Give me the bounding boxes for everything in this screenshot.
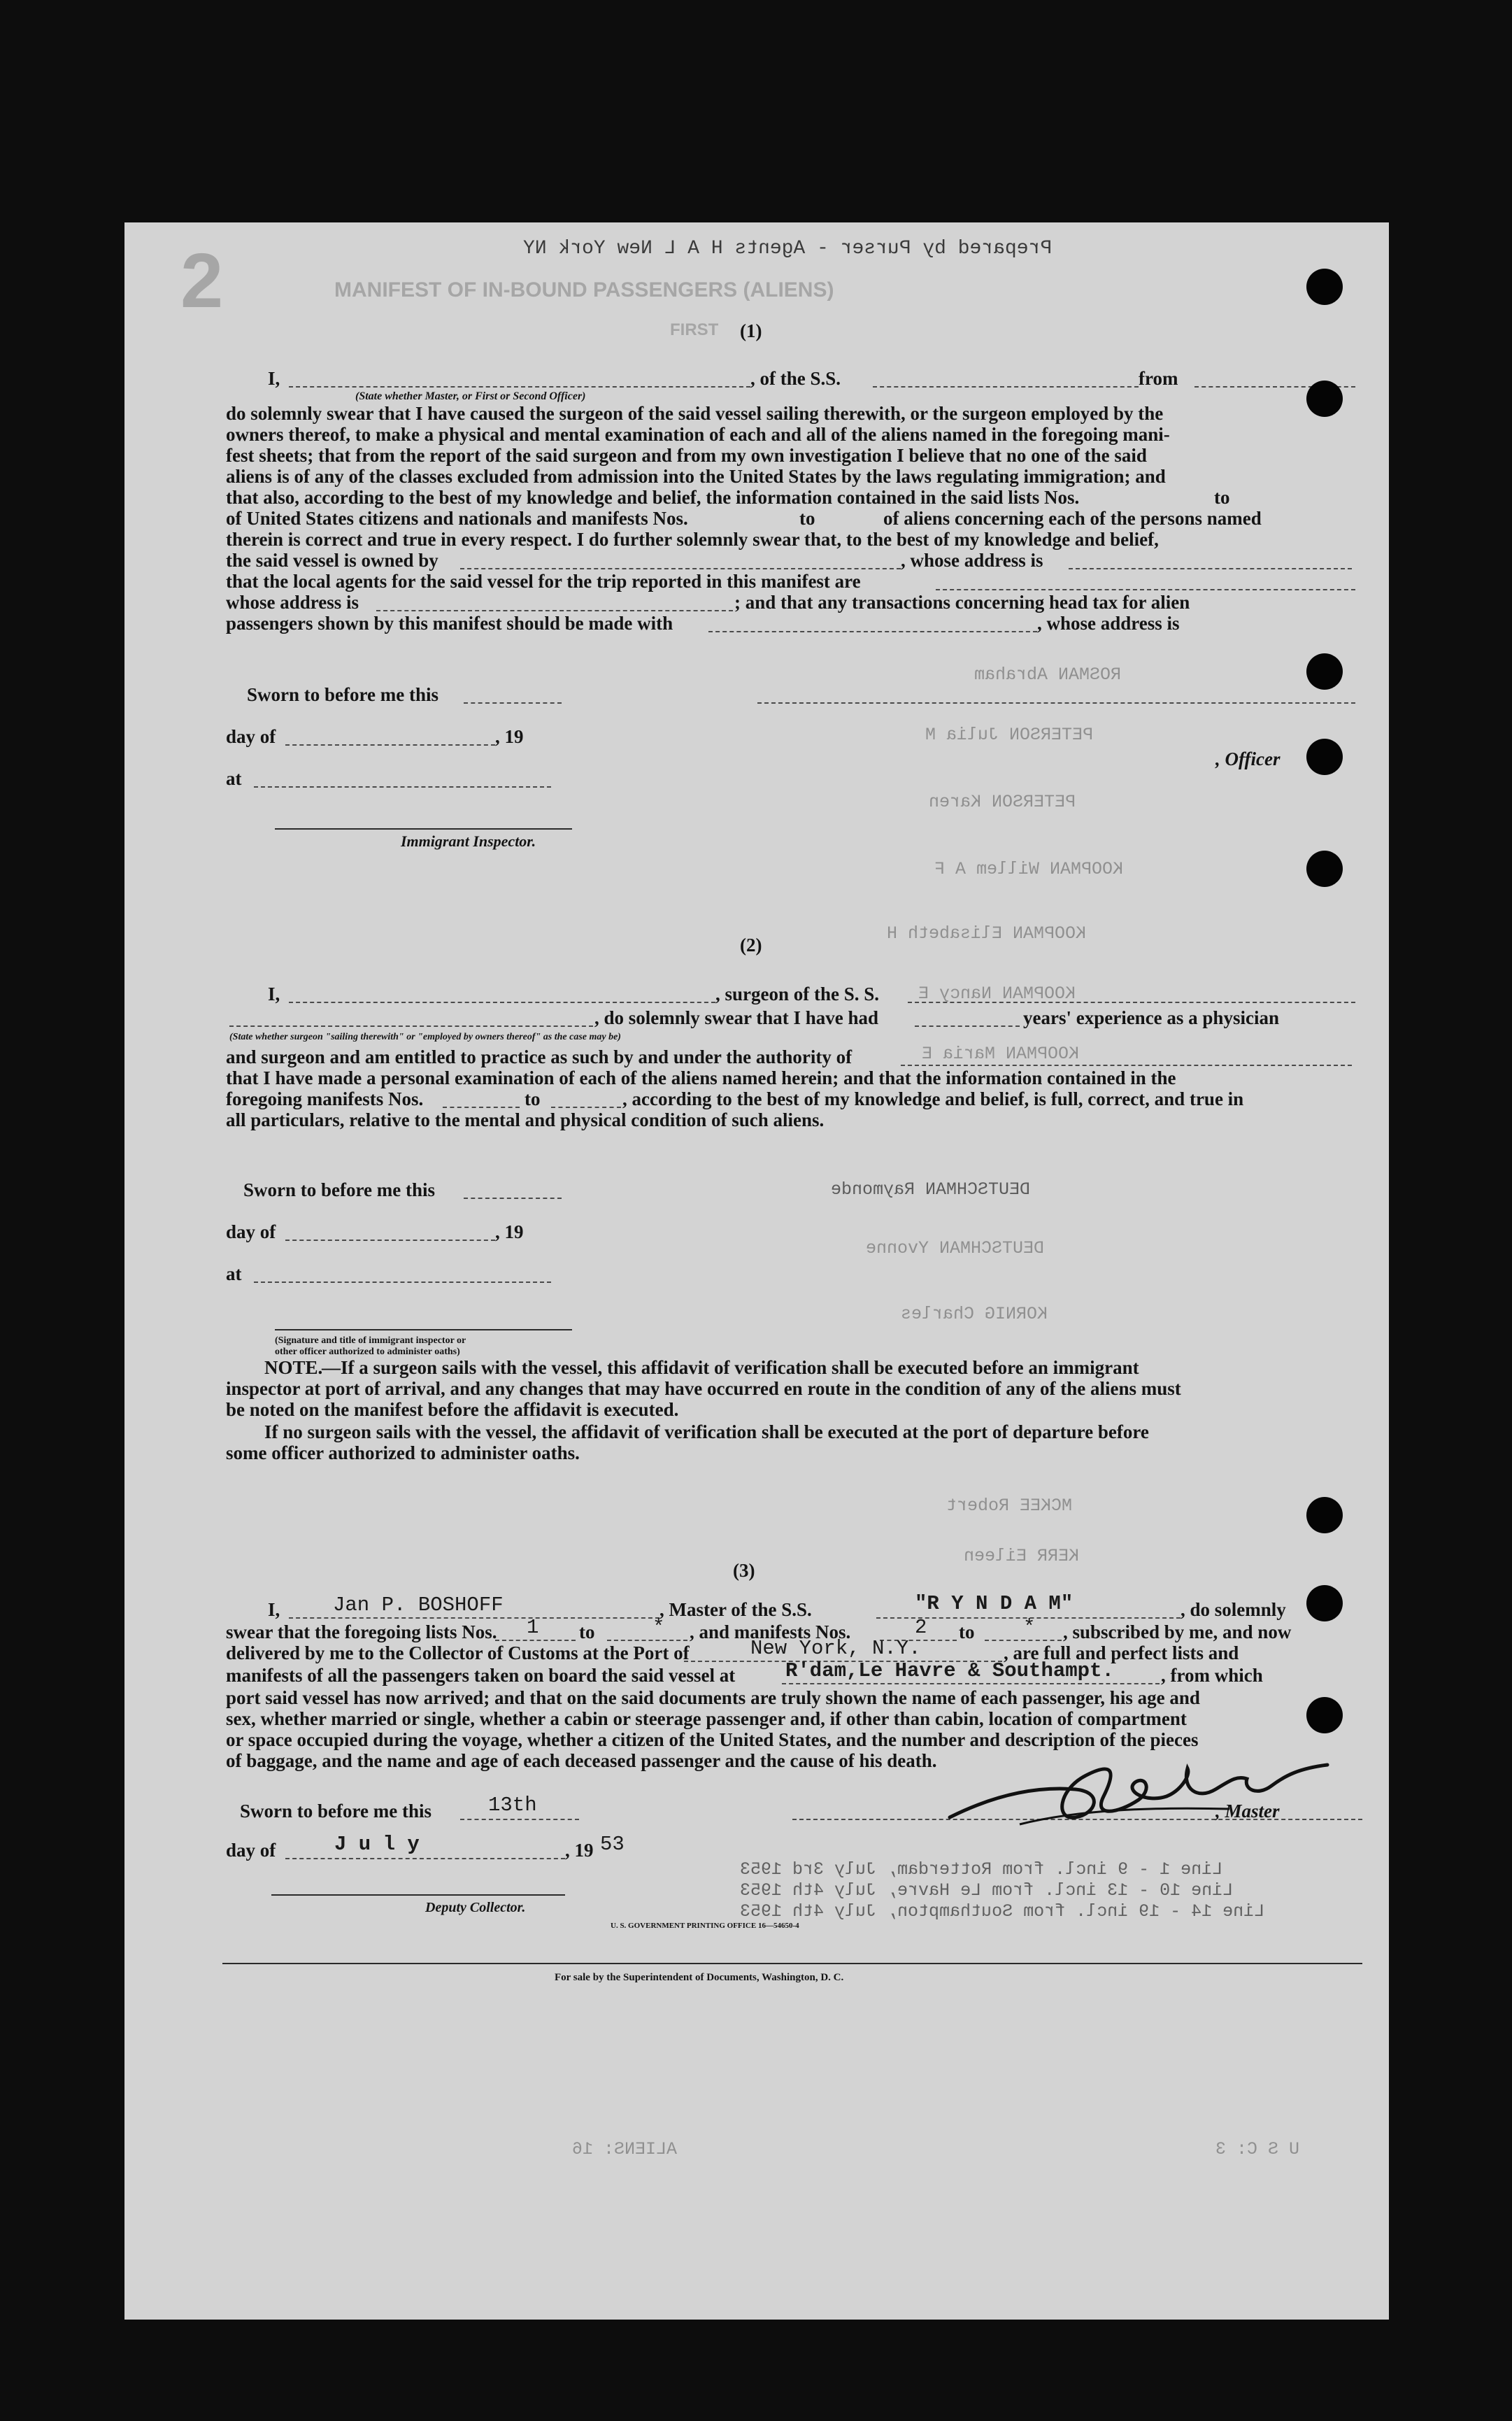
master-label: , Master [1215, 1801, 1280, 1822]
authority-line [901, 1065, 1352, 1066]
s3-manifests-of: manifests of all the passengers taken on board the said vessel at [226, 1665, 736, 1686]
s2-line-4: all particulars, relative to the mental and physical condition of such aliens. [226, 1109, 825, 1130]
s1-line-5: that also, according to the best of my knowledge and belief, the information contained in the said lists Nos. [226, 487, 1080, 508]
binder-hole [1306, 381, 1343, 417]
s2-at: at [226, 1263, 242, 1284]
s2-do-swear: , do solemnly swear that I have had [594, 1007, 879, 1028]
s1-line-2: owners thereof, to make a physical and mental examination of each and all of the aliens named in the foregoing mani- [226, 424, 1170, 445]
manifest-to-line [985, 1640, 1062, 1641]
manifest-sheet [124, 222, 1389, 2320]
s3-line-4: of baggage, and the name and age of each deceased passenger and the cause of his death. [226, 1750, 937, 1771]
section3-i-label: I, [268, 1599, 280, 1620]
agents-address-line [376, 610, 733, 611]
note-line-2: inspector at port of arrival, and any changes that may have occurred en route in the condition of any of the aliens must [226, 1378, 1181, 1399]
list-from: 1 [527, 1616, 539, 1639]
deputy-label: Deputy Collector. [425, 1900, 526, 1915]
bleed-name-9: DEUTSCHMAN Yvonne [866, 1238, 1045, 1258]
s1-head-tax: ; and that any transactions concerning head tax for alien [734, 592, 1190, 613]
binder-hole [1306, 1497, 1343, 1533]
s3-day-of: day of [226, 1840, 276, 1861]
s3-line-1: port said vessel has now arrived; and that on the said documents are truly shown the name of each passenger, his age and [226, 1687, 1200, 1708]
manifest-to: * [1023, 1616, 1036, 1639]
s2-manifest-to-line [551, 1107, 621, 1108]
s1-line-6: of United States citizens and nationals and manifests Nos. [226, 508, 688, 529]
bleed-aliens-total: ALIENS: 16 [572, 2139, 678, 2159]
s3-full-perfect: , are full and perfect lists and [1004, 1642, 1239, 1663]
gpo-imprint: U. S. GOVERNMENT PRINTING OFFICE 16—54650-4 [611, 1922, 799, 1930]
s1-line-11: passengers shown by this manifest should be made with [226, 613, 673, 634]
ghost-class: FIRST [670, 320, 719, 339]
binder-hole [1306, 1697, 1343, 1733]
sworn-day: 13th [488, 1794, 537, 1817]
s3-line-3: or space occupied during the voyage, whether a citizen of the United States, and the number and description of the pieces [226, 1729, 1199, 1750]
s1-to-1: to [1214, 487, 1230, 508]
bleed-name-7: KOOPMAN Maria E [922, 1044, 1080, 1064]
master-of-label: , Master of the S.S. [659, 1599, 812, 1620]
s3-year-suffix: 53 [600, 1833, 625, 1856]
deputy-signature-line [271, 1894, 565, 1896]
ghost-manifest-title: MANIFEST OF IN-BOUND PASSENGERS (ALIENS) [334, 278, 834, 301]
bleed-name-8: DEUTSCHMAN Raymonde [831, 1179, 1031, 1200]
owner-address-line [1069, 568, 1352, 569]
s2-according: , according to the best of my knowledge and belief, is full, correct, and true in [622, 1088, 1244, 1109]
vessel-line [873, 386, 1139, 388]
s2-at-line [254, 1282, 551, 1283]
s1-whose-address-2: , whose address is [1037, 613, 1180, 634]
officer-signature-line [757, 702, 1355, 704]
head-tax-line [708, 631, 1037, 632]
s1-day-of: day of [226, 726, 276, 747]
master-name-line [289, 1617, 659, 1619]
s1-line-10: whose address is [226, 592, 359, 613]
s1-sworn: Sworn to before me this [247, 684, 438, 705]
bleed-line-note-3: Line 14 - 19 incl. from Southampton, July 4th 1953 [740, 1901, 1265, 1922]
bleed-name-11: MCKEE Robert [946, 1496, 1073, 1516]
s2-line-3: foregoing manifests Nos. [226, 1088, 424, 1109]
ghost-page-number: 2 [180, 238, 224, 324]
ports-line [782, 1683, 1160, 1684]
s1-to-2: to [799, 508, 815, 529]
s1-line-8: the said vessel is owned by [226, 550, 438, 571]
section3-marker: (3) [733, 1560, 755, 1581]
s1-line-9: that the local agents for the said vessel for the trip reported in this manifest are [226, 571, 861, 592]
s3-swear: swear that the foregoing lists Nos. [226, 1621, 497, 1642]
s1-line-1: do solemnly swear that I have caused the surgeon of the said vessel sailing therewith, or the surgeon employed by the [226, 403, 1164, 424]
s2-to: to [525, 1088, 541, 1109]
s3-from-which: , from which [1161, 1665, 1263, 1686]
s3-day-line [285, 1858, 565, 1859]
note-label: NOTE. [264, 1357, 323, 1378]
footer-rule [222, 1963, 1362, 1964]
binder-hole [1306, 851, 1343, 887]
s1-day-line [285, 744, 495, 746]
s1-line-4: aliens is of any of the classes excluded from admission into the United States by the laws regulating immigration; and [226, 466, 1166, 487]
binder-hole [1306, 739, 1343, 775]
bleed-name-6: KOOPMAN Nancy E [918, 984, 1076, 1004]
prepared-by-line: Prepared by Purser - Agents H A L New York NY [523, 238, 1053, 260]
s1-at-line [254, 786, 551, 788]
bleed-line-note-2: Line 10 - 13 incl. from Le Havre, July 4th 1953 [740, 1880, 1234, 1901]
bleed-name-4: KOOPMAN Willem A F [934, 859, 1124, 879]
list-from-line [495, 1640, 576, 1641]
s3-to-2: to [959, 1621, 975, 1642]
inspector-label: Immigrant Inspector. [401, 832, 536, 850]
s2-line-2: that I have made a personal examination of each of the aliens named herein; and that the information contained in the [226, 1067, 1176, 1088]
s3-and-manifests: , and manifests Nos. [690, 1621, 851, 1642]
s1-year: , 19 [495, 726, 524, 747]
bleed-name-5: KOOPMAN Elisabeth H [887, 923, 1087, 944]
bleed-usc-total: U S C: 3 [1215, 2139, 1300, 2159]
owner-line [460, 568, 901, 569]
officer-role-note: (State whether Master, or First or Second Officer) [355, 390, 586, 402]
s1-of-aliens: of aliens concerning each of the persons named [883, 508, 1262, 529]
list-to-line [607, 1640, 687, 1641]
note-line-3: be noted on the manifest before the affidavit is executed. [226, 1399, 679, 1420]
master-name: Jan P. BOSHOFF [333, 1593, 504, 1617]
officer-label: , Officer [1215, 748, 1281, 769]
s2-sworn-line [464, 1198, 562, 1199]
section2-i-label: I, [268, 984, 280, 1004]
of-the-ss-label: , of the S.S. [750, 368, 841, 389]
note-line-5: some officer authorized to administer oaths. [226, 1442, 580, 1463]
surgeon-of-label: , surgeon of the S. S. [715, 984, 880, 1004]
manifest-from: 2 [915, 1616, 927, 1639]
binder-hole [1306, 269, 1343, 305]
s3-sworn-line [460, 1819, 579, 1820]
s2-manifest-from-line [443, 1107, 520, 1108]
s1-line-7: therein is correct and true in every respect. I do further solemnly swear that, to the best of my knowledge and belief, [226, 529, 1159, 550]
s1-line-3: fest sheets; that from the report of the said surgeon and from my own investigation I believe that no one of the said [226, 445, 1147, 466]
bleed-name-3: PETERSON Karen [929, 792, 1076, 812]
s3-to-1: to [579, 1621, 595, 1642]
s1-whose-address: , whose address is [901, 550, 1043, 571]
s3-year-prefix: , 19 [565, 1840, 594, 1861]
master-signature [936, 1747, 1341, 1838]
sworn-month: J u l y [334, 1833, 420, 1856]
s2-day-line [285, 1240, 495, 1241]
list-to: * [652, 1616, 665, 1639]
vessel-name: "R Y N D A M" [915, 1592, 1074, 1615]
for-sale-footer: For sale by the Superintendent of Documents, Washington, D. C. [555, 1972, 844, 1983]
surgeon-name-line [289, 1002, 715, 1003]
s3-do-solemnly: , do solemnly [1181, 1599, 1286, 1620]
ports-of-embarkation: R'dam,Le Havre & Southampt. [785, 1659, 1114, 1682]
s2-line-1: and surgeon and am entitled to practice as such by and under the authority of [226, 1046, 853, 1067]
s2-years: years' experience as a physician [1023, 1007, 1279, 1028]
note-line-4: If no surgeon sails with the vessel, the affidavit of verification shall be executed at the port of departure before [264, 1421, 1149, 1442]
binder-hole [1306, 653, 1343, 690]
bleed-name-2: PETERSON Julia M [925, 725, 1094, 745]
port-name: New York, N.Y. [750, 1637, 921, 1660]
s2-sig-note-2: other officer authorized to administer oaths) [275, 1347, 460, 1357]
s2-sig-note-1: (Signature and title of immigrant inspector or [275, 1335, 466, 1346]
s3-delivered: delivered by me to the Collector of Customs at the Port of [226, 1642, 690, 1663]
section2-marker: (2) [740, 935, 762, 956]
bleed-name-12: KERR Eileen [964, 1546, 1080, 1566]
agents-line [936, 589, 1355, 590]
section1-marker: (1) [740, 320, 762, 341]
sailing-note: (State whether surgeon "sailing therewith" or "employed by owners thereof" as the case may be) [229, 1032, 621, 1042]
section1-i-label: I, [268, 368, 280, 389]
s2-sworn: Sworn to before me this [243, 1179, 435, 1200]
binder-hole [1306, 1585, 1343, 1621]
inspector-signature-line [275, 828, 572, 830]
s3-sworn: Sworn to before me this [240, 1801, 432, 1822]
s2-year: , 19 [495, 1221, 524, 1242]
s3-subscribed: , subscribed by me, and now [1063, 1621, 1292, 1642]
bleed-line-note-1: Line 1 - 9 incl. from Rotterdam, July 3rd 1953 [740, 1859, 1223, 1880]
s3-line-2: sex, whether married or single, whether a cabin or steerage passenger and, if other than cabin, location of compartment [226, 1708, 1187, 1729]
s1-at: at [226, 768, 242, 789]
note-line-1: —If a surgeon sails with the vessel, this affidavit of verification shall be executed before an immigrant [322, 1357, 1139, 1378]
s1-sworn-line [464, 702, 562, 704]
s2-day-of: day of [226, 1221, 276, 1242]
years-line [915, 1025, 1020, 1027]
bleed-name-1: ROSMAN Abraham [974, 665, 1122, 685]
bleed-name-10: KORNIG Charles [901, 1304, 1048, 1324]
from-label: from [1139, 368, 1178, 389]
